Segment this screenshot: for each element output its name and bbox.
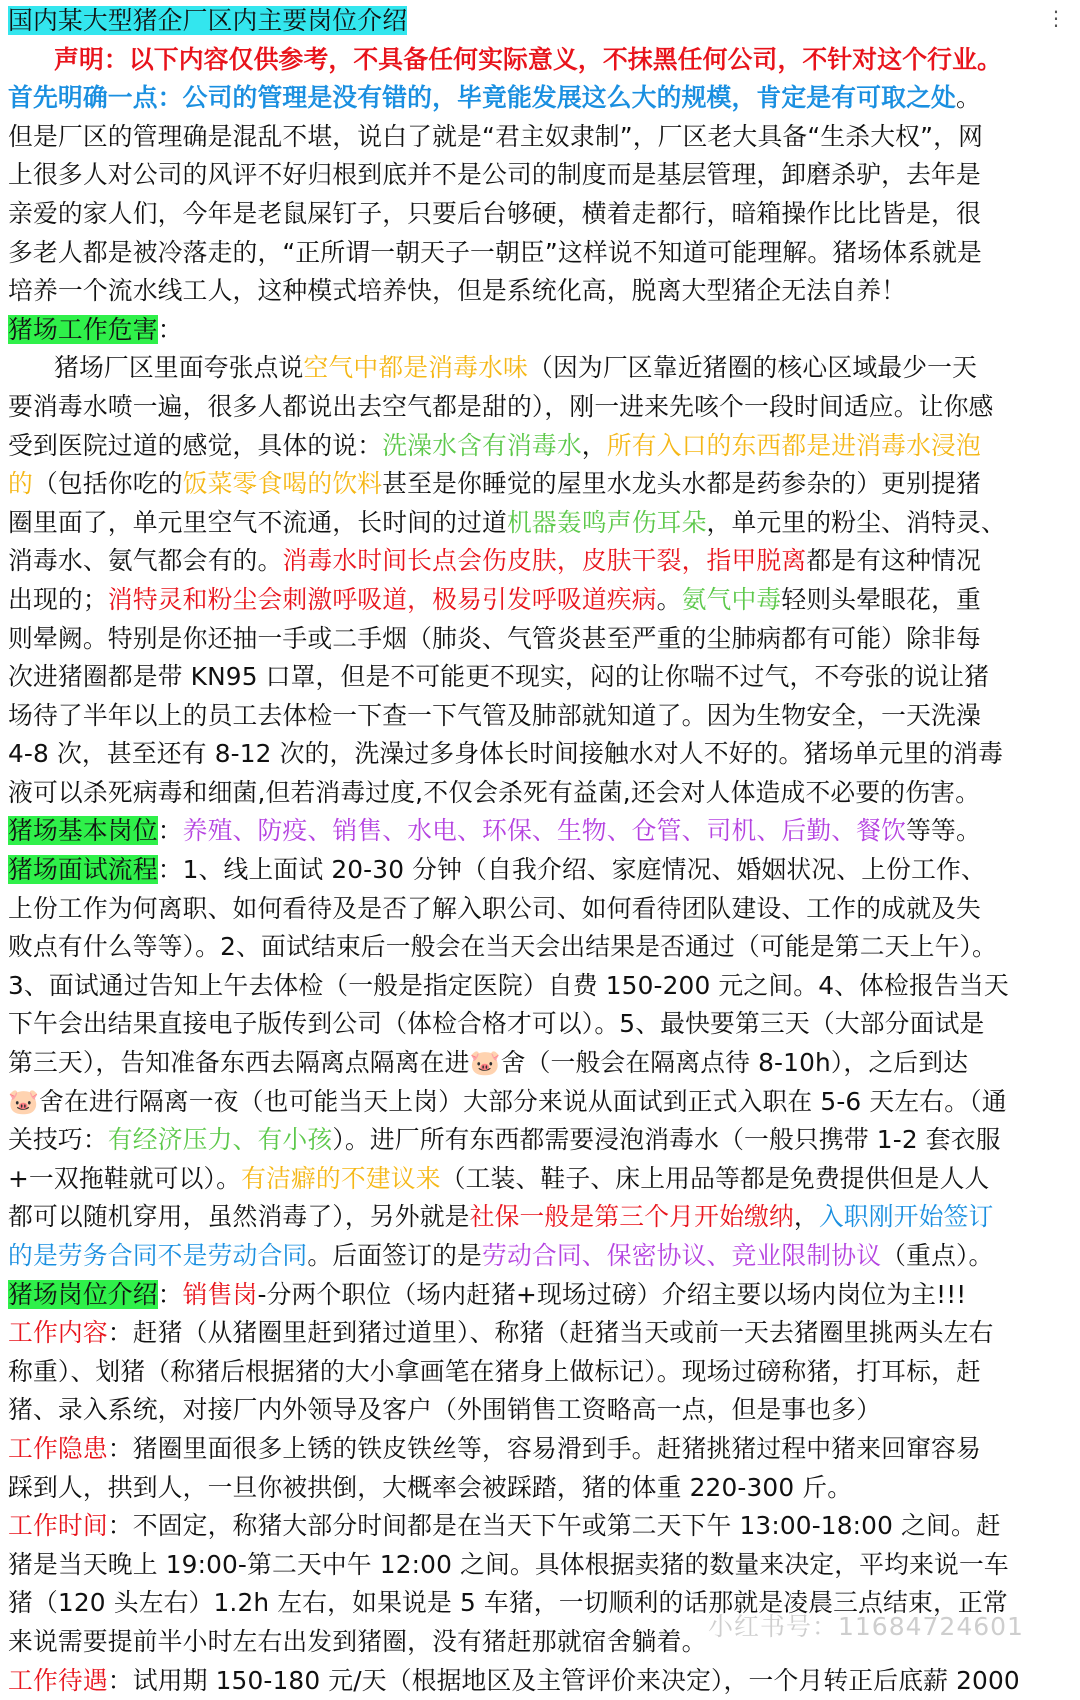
text-span: 次进猪圈都是带 KN95 口罩，但是不可能更不现实，闷的让你喘不过气，不夸张的说让猪 <box>8 662 990 692</box>
text-span: 都是有这种情况 <box>806 546 981 576</box>
page-title <box>8 2 1062 41</box>
title-highlight: 国内某大型猪企厂区内主要岗位介绍 <box>8 6 408 35</box>
text-span: ： <box>157 314 183 344</box>
text-line <box>8 504 1062 543</box>
section-heading: 猪场面试流程 <box>8 855 158 885</box>
text-line <box>8 1546 1062 1585</box>
text-span: 有洁癖的不建议来 <box>241 1163 441 1193</box>
text-line <box>8 349 1062 388</box>
text-span: 出现的； <box>8 584 108 614</box>
text-span: 受到医院过道的感觉，具体的说： <box>8 430 383 460</box>
text-line <box>8 812 1062 851</box>
text-span: 上份工作为何离职、如何看待及是否了解入职公司、如何看待团队建设、工作的成就及失 <box>8 893 981 923</box>
text-span: 首先明确一点：公司的管理是没有错的，毕竟能发展这么大的规模，肯定是有可取之处 <box>8 83 956 113</box>
text-span: 消毒水时间长点会伤皮肤，皮肤干裂，指甲脱离 <box>282 546 807 576</box>
text-span: （包括你吃的 <box>32 469 183 499</box>
text-span: 销售岗 <box>182 1279 258 1309</box>
text-span: ：赶猪（从猪圈里赶到猪过道里）、称猪（赶猪当天或前一天去猪圈里挑两头左右 <box>107 1318 994 1348</box>
text-span: 养殖、防疫、销售、水电、环保、生物、仓管、司机、后勤、餐饮 <box>182 816 907 846</box>
text-span: （因为厂区靠近猪圈的核心区域最少一天 <box>528 353 978 383</box>
text-line <box>8 234 1062 273</box>
text-line <box>8 465 1062 504</box>
text-line <box>8 1237 1062 1276</box>
text-span: 场待了半年以上的员工去体检一下查一下气管及肺部就知道了。因为生物安全，一天洗澡 <box>8 700 981 730</box>
text-span: 饭菜零食喝的饮料 <box>182 469 383 499</box>
text-line <box>8 156 1062 195</box>
text-span: +一双拖鞋就可以）。 <box>8 1163 242 1193</box>
section-heading: 猪场工作危害 <box>8 314 158 344</box>
watermark: 小红书号：11684724601 <box>708 1612 1024 1641</box>
text-span: 的是劳务合同不是劳动合同 <box>8 1241 308 1270</box>
text-span: 上很多人对公司的风评不好归根到底并不是公司的制度而是基层管理，卸磨杀驴，去年是 <box>8 160 981 190</box>
text-span: ， <box>581 430 607 460</box>
text-line <box>8 1121 1062 1160</box>
text-span: 第三天），告知准备东西去隔离点隔离在进🐷舍（一般会在隔离点待 8-10h），之后到达 <box>8 1048 969 1078</box>
text-span: 败点有什么等等）。2、面试结束后一般会在当天会出结果是否通过（可能是第二天上午）。 <box>8 932 998 962</box>
text-span: 但是厂区的管理确是混乱不堪，说白了就是“君主奴隶制”，厂区老大具备“生杀大权”，网 <box>8 121 984 151</box>
text-span: 有经济压力、有小孩 <box>107 1125 333 1155</box>
text-span: 。 <box>656 584 682 614</box>
text-line <box>8 1198 1062 1237</box>
text-span: 都可以随机穿用，虽然消毒了），另外就是 <box>8 1202 470 1232</box>
text-line <box>8 1391 1062 1430</box>
text-span: 下午会出结果直接电子版传到公司（体检合格才可以）。5、最快要第三天（大部分面试是 <box>8 1009 985 1039</box>
text-span: 消毒水、氨气都会有的。 <box>8 546 283 576</box>
text-span: 所有入口的东西都是进消毒水浸泡 <box>606 430 981 460</box>
text-span: 亲爱的家人们，今年是老鼠屎钉子，只要后台够硬，横着走都行，暗箱操作比比皆是，很 <box>8 198 981 228</box>
text-line <box>8 542 1062 581</box>
text-span: 猪场厂区里面夸张点说 <box>54 353 304 383</box>
text-span: 甚至是你睡觉的屋里水龙头水都是药参杂的）更别提猪 <box>382 469 981 499</box>
text-span: 猪、录入系统，对接厂内外领导及客户（外围销售工资略高一点，但是事也多） <box>8 1395 882 1425</box>
more-options-icon[interactable]: ⋮ <box>1046 6 1066 30</box>
text-span: 圈里面了，单元里空气不流通，长时间的过道 <box>8 507 507 537</box>
text-line <box>8 928 1062 967</box>
text-line <box>8 581 1062 620</box>
text-span: 踩到人，拱到人，一旦你被拱倒，大概率会被踩踏，猪的体重 220-300 斤。 <box>8 1472 853 1502</box>
text-line <box>8 697 1062 736</box>
text-span: ： <box>157 1279 183 1309</box>
text-line <box>8 1005 1062 1044</box>
section-heading: 猪场岗位介绍 <box>8 1279 158 1309</box>
text-line <box>8 79 1062 118</box>
text-span: 称重）、划猪（称猪后根据猪的大小拿画笔在猪身上做标记）。现场过磅称猪，打耳标，赶 <box>8 1356 982 1386</box>
text-line <box>8 620 1062 659</box>
section-heading: 猪场基本岗位 <box>8 816 158 846</box>
text-span: 氨气中毒 <box>681 584 782 614</box>
text-line <box>8 658 1062 697</box>
text-line <box>8 890 1062 929</box>
text-span: ： <box>157 816 183 846</box>
text-span: 工作时间 <box>8 1511 108 1541</box>
text-span: 3、面试通过告知上午去体检（一般是指定医院）自费 150-200 元之间。4、体检报告当天 <box>8 970 1009 1000</box>
text-line <box>8 1430 1062 1469</box>
text-span: ， <box>793 1202 819 1232</box>
text-line <box>8 388 1062 427</box>
text-span: 猪是当天晚上 19:00-第二天中午 12:00 之间。具体根据卖猪的数量来决定，平均来说一车 <box>8 1549 1009 1579</box>
text-line <box>8 1314 1062 1353</box>
text-span: 。 <box>956 83 981 113</box>
text-line <box>8 1276 1062 1315</box>
text-span: 机器轰鸣声伤耳朵 <box>506 507 707 537</box>
text-span: 声明：以下内容仅供参考，不具备任何实际意义，不抹黑任何公司，不针对这个行业。 <box>54 44 1002 74</box>
text-line <box>8 427 1062 466</box>
text-line <box>8 195 1062 234</box>
text-line <box>8 1507 1062 1546</box>
text-span: 轻则头晕眼花，重 <box>781 584 981 614</box>
text-line <box>8 1469 1062 1508</box>
text-span: 则晕阙。特别是你还抽一手或二手烟（肺炎、气管炎甚至严重的尘肺病都有可能）除非每 <box>8 623 981 653</box>
text-span: ：不固定，称猪大部分时间都是在当天下午或第二天下午 13:00-18:00 之间。赶 <box>107 1511 1001 1541</box>
text-span: 工作隐患 <box>8 1433 108 1463</box>
document-body <box>8 2 1062 1700</box>
text-span: ）。进厂所有东西都需要浸泡消毒水（一般只携带 1-2 套衣服 <box>332 1125 1001 1155</box>
text-span: 入职刚开始签订 <box>818 1202 994 1232</box>
text-line <box>8 735 1062 774</box>
text-span: 工作待遇 <box>8 1665 108 1695</box>
text-span: 社保一般是第三个月开始缴纳 <box>469 1202 794 1232</box>
text-span: 的 <box>8 469 33 499</box>
text-span: ：试用期 150-180 元/天（根据地区及主管评价来决定），一个月转正后底薪 2000 <box>107 1665 1020 1695</box>
text-line <box>8 1353 1062 1392</box>
text-span: （重点）。 <box>881 1241 994 1270</box>
text-span: ：猪圈里面很多上锈的铁皮铁丝等，容易滑到手。赶猪挑猪过程中猪来回窜容易 <box>107 1433 981 1463</box>
text-span: 来说需要提前半小时左右出发到猪圈，没有猪赶那就宿舍躺着。 <box>8 1626 707 1656</box>
text-line <box>8 311 1062 350</box>
text-span: 消特灵和粉尘会刺激呼吸道，极易引发呼吸道疾病 <box>107 584 657 614</box>
text-span: 空气中都是消毒水味 <box>303 353 529 383</box>
text-span: 液可以杀死病毒和细菌,但若消毒过度,不仅会杀死有益菌,还会对人体造成不必要的伤害。 <box>8 777 981 807</box>
text-span: 。后面签订的是 <box>307 1241 483 1270</box>
text-line <box>8 851 1062 890</box>
article-content <box>8 41 1062 1700</box>
text-line <box>8 1662 1062 1700</box>
text-line <box>8 272 1062 311</box>
text-span: 关技巧： <box>8 1125 108 1155</box>
text-span: 洗澡水含有消毒水 <box>382 430 582 460</box>
text-span: 等等。 <box>906 816 981 846</box>
text-line <box>8 1160 1062 1199</box>
text-span: -分两个职位（场内赶猪+现场过磅）介绍主要以场内岗位为主!!! <box>257 1279 967 1309</box>
text-line <box>8 118 1062 157</box>
text-span: ，单元里的粉尘、消特灵、 <box>706 507 1006 537</box>
text-span: 要消毒水喷一遍，很多人都说出去空气都是甜的），刚一进来先咳个一段时间适应。让你感 <box>8 391 994 421</box>
text-line <box>8 41 1062 80</box>
text-span: 猪（120 头左右）1.2h 左右，如果说是 5 车猪，一切顺利的话那就是凌晨三点结束，正常 <box>8 1588 1008 1618</box>
text-span: 工作内容 <box>8 1318 108 1348</box>
text-line <box>8 967 1062 1006</box>
text-span: 劳动合同、保密协议、竞业限制协议 <box>482 1241 882 1270</box>
text-span: （工装、鞋子、床上用品等都是免费提供但是人人 <box>440 1163 990 1193</box>
text-line <box>8 1044 1062 1083</box>
text-span: 4-8 次，甚至还有 8-12 次的，洗澡过多身体长时间接触水对人不好的。猪场单元里的消毒 <box>8 739 1004 769</box>
text-span: 🐷舍在进行隔离一夜（也可能当天上岗）大部分来说从面试到正式入职在 5-6 天左右。（通 <box>8 1086 1007 1116</box>
text-span: ：1、线上面试 20-30 分钟（自我介绍、家庭情况、婚姻状况、上份工作、 <box>157 855 986 885</box>
text-span: 多老人都是被冷落走的，“正所谓一朝天子一朝臣”这样说不知道可能理解。猪场体系就是 <box>8 237 982 267</box>
text-line <box>8 1083 1062 1122</box>
text-line <box>8 774 1062 813</box>
text-span: 培养一个流水线工人，这种模式培养快，但是系统化高，脱离大型猪企无法自养！ <box>8 276 907 306</box>
